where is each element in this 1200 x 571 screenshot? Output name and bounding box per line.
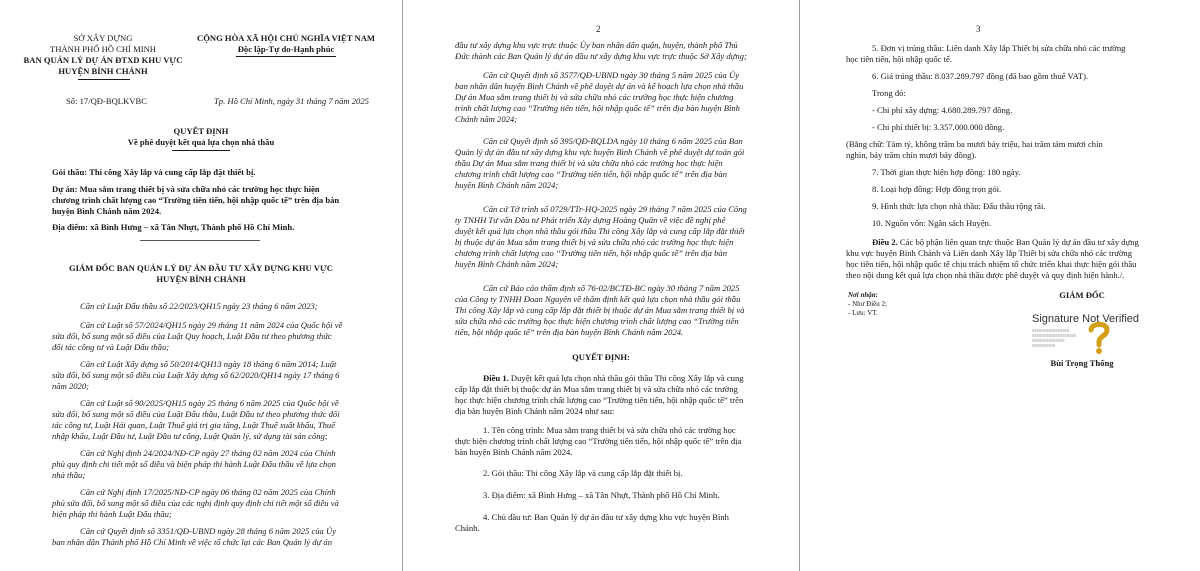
document-page-2[interactable] [403,0,800,571]
article-2-line: khu vực huyện Bình Chánh và Liên danh Xây lắp Thiết bị sửa chữa nhỏ các trường [846,248,1133,258]
project-line-2: chương trình chất lượng cao “Trường tiên tiến, hội nhập quốc tế” trên địa bàn [52,195,340,205]
document-page-1[interactable] [0,0,403,571]
article-1-text: Duyệt kết quả lựa chọn nhà thầu gói thầu Thi công Xây lắp và cung [508,373,744,383]
project-line-3: huyện Bình Chánh năm 2024. [52,206,162,216]
agency-line-2: THÀNH PHỐ HỒ CHÍ MINH [50,44,156,54]
nation-line-2: Độc lập-Tự do-Hạnh phúc [237,44,335,54]
legal-basis-line: Căn cứ Nghị định 17/2025/NĐ-CP ngày 06 tháng 02 năm 2025 của Chính [80,487,336,497]
legal-basis-line: phủ sửa đổi, bổ sung một số điều của các nghị định quy định chi tiết một số điều và [52,498,339,508]
item-7-line: 7. Thời gian thực hiện hợp đồng: 180 ngày. [872,167,1021,177]
amount-in-words: (Bằng chữ: Tám tỷ, không trăm ba mươi bảy triệu, hai trăm tám mươi chín [846,139,1103,149]
legal-basis-line: Căn cứ Quyết định số 3577/QĐ-UBND ngày 30 tháng 5 năm 2025 của Ủy [483,70,740,80]
cost-equipment: - Chi phí thiết bị: 3.357.000.000 đồng. [872,122,1005,132]
article-1-line: cấp lắp đặt thiết bị thuộc dự án Mua sắm trang thiết bị và sửa chữa nhỏ các trường [455,384,738,394]
signer-name: Bùi Trọng Thống [1050,358,1114,368]
legal-basis-line: Căn cứ Báo cáo thẩm định số 76-02/BCTĐ-BC ngày 30 tháng 7 năm 2025 [483,283,740,293]
legal-basis-line: năm 2020; [52,381,89,391]
signature-status-label: Signature Not Verified [1032,313,1140,325]
legal-basis-line: huyện Bình Chánh năm 2024; [455,259,559,269]
breakdown-label: Trong đó: [872,88,906,98]
legal-basis-line: Căn cứ Quyết định số 395/QĐ-BQLDA ngày 10 tháng 6 năm 2025 của Ban [483,136,743,146]
item-10-line: 10. Nguồn vốn: Ngân sách Huyện. [872,218,992,228]
signature-detail: ≡≡≡≡≡≡≡≡≡≡≡≡≡≡≡≡ [1032,328,1070,333]
article-2-line: học tiên tiến, hội nhập quốc tế chịu trách nhiệm tổ chức triển khai thực hiện gói thầu [846,259,1137,269]
legal-basis-line: thầu Dự án Mua sắm trang thiết bị và sửa chữa nhỏ các trường học thực hiện [455,158,723,168]
document-page-3[interactable] [800,0,1200,571]
signature-detail: ≡≡≡≡≡≡≡≡≡≡≡≡≡≡≡≡≡≡≡ [1032,333,1077,338]
signature-detail: ≡≡≡≡≡≡≡≡≡≡≡≡≡≡ [1032,338,1065,343]
legal-basis-line: Căn cứ Nghị định 24/2024/NĐ-CP ngày 27 tháng 02 năm 2024 của Chính [80,448,336,458]
package-line: Gói thầu: Thi công Xây lắp và cung cấp lắp đặt thiết bị. [52,167,256,177]
body-line: đầu tư xây dựng khu vực trực thuộc Ủy ban nhân dân quận, huyện, thành phố Thủ [455,40,738,50]
item-9-line: 9. Hình thức lựa chọn nhà thầu: Đấu thầu rộng rãi. [872,201,1046,211]
recipient-item: - Như Điều 2; [848,300,887,308]
nation-line-1: CỘNG HÒA XÃ HỘI CHỦ NGHĨA VIỆT NAM [196,33,376,43]
legal-basis-line: tác công tư, Luật Hải quan, Luật Thuế giá trị gia tăng, Luật Thuế xuất khẩu, Thuế [52,420,336,430]
project-line-1: Dự án: Mua sắm trang thiết bị và sửa chữa nhỏ các trường học thực hiện [52,184,320,194]
legal-basis-line: Căn cứ Luật số 90/2025/QH15 ngày 25 tháng 6 năm 2025 của Quốc hội về [80,398,339,408]
legal-basis-line: Thi công Xây lắp và cung cấp lắp đặt thiết bị thuộc dự án Mua sắm trang thiết bị và [455,305,745,315]
amount-in-words: nghìn, bảy trăm chín mươi bảy đồng). [846,150,977,160]
legal-basis-line: ty TNHH Tư vấn Đầu tư Phát triển Xây dựng Hoàng Quân về việc đề nghị phê [455,215,726,225]
legal-basis-line: Dự án Mua sắm trang thiết bị và sửa chữa nhỏ các trường học thực hiện chương [455,92,734,102]
agency-underline [78,79,130,80]
item-2-line: 2. Gói thầu: Thi công Xây lắp và cung cấp lắp đặt thiết bị. [483,468,683,478]
doc-type: QUYẾT ĐỊNH [173,126,229,136]
doc-number: Số: 17/QĐ-BQLKVBC [66,96,147,106]
item-4-line: Chánh. [455,523,480,533]
legal-basis-line: Quản lý dự án đầu tư xây dựng khu vực huyện Bình Chánh về phê duyệt dự toán gói [455,147,745,157]
legal-basis-line: sửa đổi, bổ sung một số điều của Luật Quy hoạch, Luật Đầu tư theo phương thức [52,331,332,341]
legal-basis-line: Căn cứ Luật Đấu thầu số 22/2023/QH15 ngày 23 tháng 6 năm 2023; [80,301,318,311]
legal-basis-line: trình chất lượng cao “Trường tiên tiến, hội nhập quốc tế” trên địa bàn huyện Bình [455,103,740,113]
location-line: Địa điểm: xã Bình Hưng – xã Tân Nhựt, Thành phố Hồ Chí Minh. [52,222,295,232]
agency-line-4: HUYỆN BÌNH CHÁNH [58,66,148,76]
legal-basis-line: duyệt kết quả lựa chọn nhà thầu gói thầu Thi công Xây lắp và cung cấp lắp đặt thiết [455,226,745,236]
item-3-line: 3. Địa điểm: xã Bình Hưng – xã Tân Nhựt, Thành phố Hồ Chí Minh. [483,490,720,500]
nation-underline [236,56,336,57]
item-6-line: 6. Giá trúng thầu: 8.037.289.797 đồng (đã bao gồm thuế VAT). [872,71,1089,81]
page-number: 3 [976,24,981,34]
item-1-line: 1. Tên công trình: Mua sắm trang thiết bị và sửa chữa nhỏ các trường học [483,425,736,435]
legal-basis-line: nhà thầu; [52,470,86,480]
cost-construction: - Chi phí xây dựng: 4.680.289.797 đồng. [872,105,1013,115]
digital-signature[interactable] [1032,313,1140,353]
page-number: 2 [596,24,601,34]
legal-basis-line: tiến, hội nhập quốc tế” trên địa bàn huyện Bình Chánh năm 2024. [455,327,684,337]
legal-basis-line: Căn cứ Luật Xây dựng số 50/2014/QH13 ngày 18 tháng 6 năm 2014; Luật [80,359,337,369]
signer-title: GIÁM ĐỐC [1059,290,1105,300]
article-2-first-line [872,237,1139,248]
article-1-label: Điều 1. [483,373,509,383]
subject-underline [172,150,230,151]
article-1-first-line [483,373,744,384]
item-8-line: 8. Loại hợp đồng: Hợp đồng trọn gói. [872,184,1002,194]
article-2-line: theo nội dung kết quả lựa chọn nhà thầu được phê duyệt và quy định hiện hành./. [846,270,1125,280]
legal-basis-line: huyện Bình Chánh năm 2024; [455,180,559,190]
legal-basis-line: Căn cứ Quyết định số 3351/QĐ-UBND ngày 28 tháng 6 năm 2025 của Ủy [80,526,337,536]
legal-basis-line: nhập khẩu, Luật Đầu tư, Luật Đầu tư công, Luật Quản lý, sử dụng tài sản công; [52,431,328,441]
article-2-text: Các bộ phận liên quan trực thuộc Ban Quản lý dự án đầu tư xây dựng [897,237,1139,247]
article-1-line: học thực hiện chương trình chất lượng cao “Trường tiên tiến, hội nhập quốc tế” trên [455,395,744,405]
legal-basis-line: biện pháp thi hành Luật Đấu thầu; [52,509,172,519]
director-line-1: GIÁM ĐỐC BAN QUẢN LÝ DỰ ÁN ĐẦU TƯ XÂY DỰNG KHU VỰC [68,263,333,273]
item-1-line: bàn huyện Bình Chánh năm 2024. [455,447,573,457]
item-4-line: 4. Chủ đầu tư: Ban Quản lý dự án đầu tư xây dựng khu vực huyện Bình [483,512,729,522]
legal-basis-line: sửa chữa nhỏ các trường học thực hiện chương trình chất lượng cao “Trường tiên [455,316,739,326]
doc-subject: Về phê duyệt kết quả lựa chọn nhà thầu [127,137,275,147]
legal-basis-line: chương trình chất lượng cao “Trường tiên tiến, hội nhập quốc tế” trên địa bàn [455,248,728,258]
legal-basis-line: Chánh năm 2024; [455,114,518,124]
recipient-item: - Lưu: VT. [848,309,878,317]
signature-detail: ≡≡≡≡≡≡≡≡≡≡ [1032,343,1056,348]
legal-basis-line: chương trình chất lượng cao “Trường tiên tiến, hội nhập quốc tế” trên địa bàn [455,169,728,179]
decision-heading: QUYẾT ĐỊNH: [572,352,630,362]
legal-basis-line: đối tác công tư và Luật Đấu thầu; [52,342,170,352]
director-line-2: HUYỆN BÌNH CHÁNH [156,274,246,284]
legal-basis-line: Căn cứ Tờ trình số 0729/TTr-HQ-2025 ngày 29 tháng 7 năm 2025 của Công [483,204,747,214]
legal-basis-line: sửa đổi, bổ sung một số điều của Luật Xây dựng số 62/2020/QH14 ngày 17 tháng 6 [52,370,340,380]
legal-basis-line: ban nhân dân Thành phố Hồ Chí Minh về việc tổ chức lại các Ban Quản lý dự án [52,537,333,547]
legal-basis-line: ban nhân dân huyện Bình Chánh về phê duyệt dự án và kế hoạch lựa chọn nhà thầu [455,81,744,91]
agency-line-3: BAN QUẢN LÝ DỰ ÁN ĐTXD KHU VỰC [23,55,183,65]
article-1-line: địa bàn huyện Bình Chánh năm 2024 như sau: [455,406,615,416]
body-line: Đức thành các Ban Quản lý dự án đầu tư xây dựng khu vực trực thuộc Sở Xây dựng; [455,51,747,61]
section-divider [140,240,260,241]
legal-basis-line: Căn cứ Luật số 57/2024/QH15 ngày 29 tháng 11 năm 2024 của Quốc hội về [80,320,343,330]
place-date: Tp. Hồ Chí Minh, ngày 31 tháng 7 năm 2025 [214,96,369,106]
legal-basis-line: của Công ty TNHH Đoan Nguyên về thẩm định kết quả lựa chọn nhà thầu gói thầu [455,294,741,304]
question-mark-icon [1084,319,1114,355]
legal-basis-line: phủ quy định chi tiết một số điều và biện pháp thi hành Luật Đấu thầu về lựa chọn [52,459,336,469]
article-2-label: Điều 2. [872,237,898,247]
item-5-line: học tiên tiến, hội nhập quốc tế. [846,54,952,64]
recipients-label: Nơi nhận: [848,291,879,299]
legal-basis-line: sửa đổi, bổ sung một số điều của Luật Đấu thầu, Luật Đầu tư theo phương thức đối [52,409,340,419]
item-5-line: 5. Đơn vị trúng thầu: Liên danh Xây lắp Thiết bị sửa chữa nhỏ các trường [872,43,1126,53]
agency-line-1: SỞ XÂY DỰNG [73,33,133,43]
legal-basis-line: bị thuộc dự án Mua sắm trang thiết bị và sửa chữa nhỏ các trường học thực hiện [455,237,734,247]
item-1-line: thực hiện chương trình chất lượng cao “Trường tiên tiến, hội nhập quốc tế” trên địa [455,436,742,446]
